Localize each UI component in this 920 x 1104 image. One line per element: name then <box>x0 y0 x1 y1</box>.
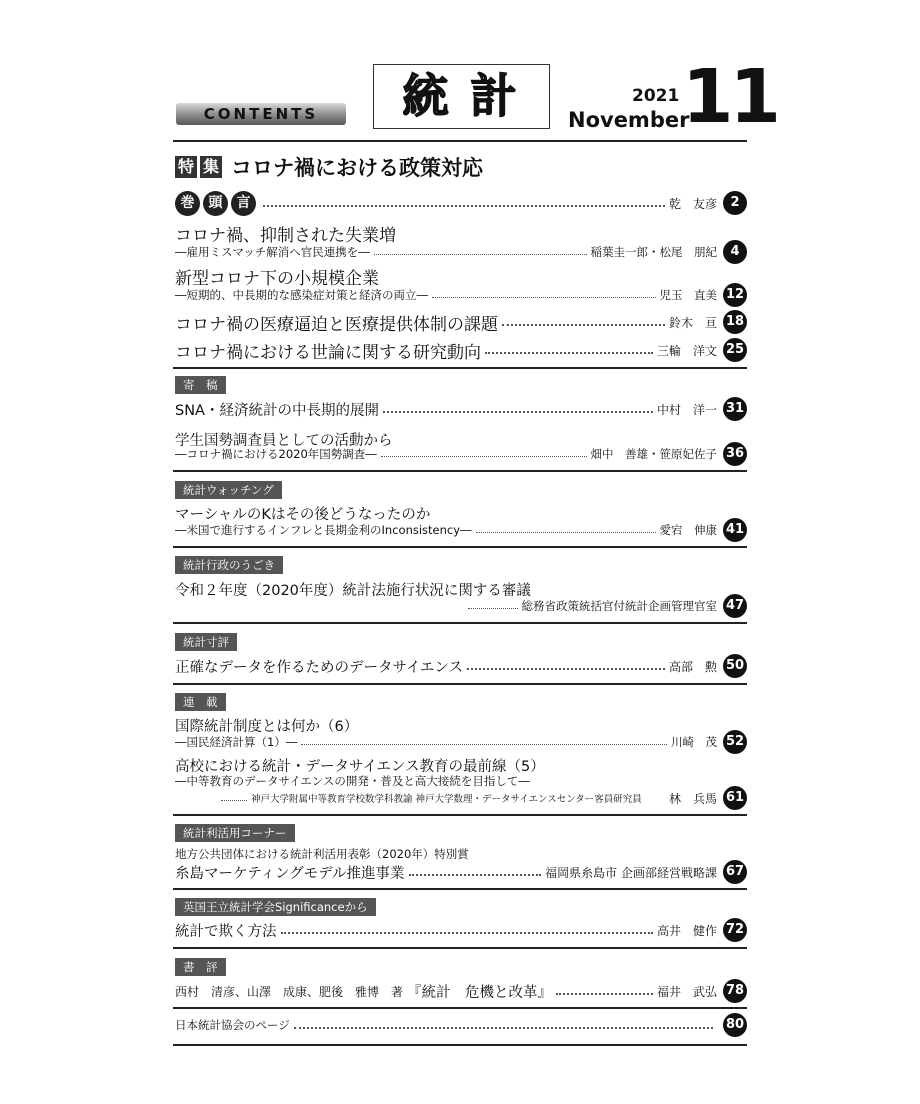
toc-title: 糸島マーケティングモデル推進事業 <box>175 865 405 882</box>
leader-dots <box>502 324 665 326</box>
toc-author: 畑中 善雄・笹原妃佐子 <box>590 447 717 461</box>
toc-affiliation: 神戸大学附属中等教育学校数学科教諭 神戸大学数理・データサイエンスセンター客員研究員 <box>251 794 642 805</box>
toc-row-title[interactable] <box>175 578 747 600</box>
section-divider <box>173 814 747 816</box>
toc-author: 乾 友彦 <box>668 196 717 211</box>
toc-row-title[interactable] <box>175 714 747 736</box>
toc-row-sub <box>175 773 747 789</box>
leader-dots <box>263 205 665 207</box>
feature-tag-1: 特 <box>175 156 197 178</box>
toc-subtitle: ―コロナ禍における2020年国勢調査― <box>175 447 377 461</box>
toc-row-sub[interactable] <box>175 287 747 303</box>
foreword-char-2: 頭 <box>203 191 228 216</box>
leader-dots <box>556 993 653 995</box>
page-number-badge: 31 <box>723 397 747 421</box>
section-label-rensai: 連 載 <box>175 693 226 711</box>
toc-author: 林 兵馬 <box>668 791 717 806</box>
toc-author: 稲葉圭一郎・松尾 朋紀 <box>590 245 717 259</box>
toc-author: 中村 洋一 <box>656 402 717 417</box>
page-number-badge: 50 <box>723 654 747 678</box>
toc-row[interactable] <box>175 655 747 677</box>
toc-subtitle: ―国民経済計算（1）― <box>175 735 298 749</box>
toc-row-foreword[interactable] <box>175 190 747 216</box>
toc-subtitle: ―中等教育のデータサイエンスの開発・普及と高大接続を目指して― <box>175 774 530 788</box>
leader-dots <box>374 254 587 255</box>
toc-title: 学生国勢調査員としての活動から <box>175 432 393 449</box>
toc-row-pre <box>175 846 747 862</box>
toc-author: 鈴木 亘 <box>668 315 717 330</box>
toc-row[interactable] <box>175 339 747 361</box>
toc-row-title[interactable] <box>175 222 747 244</box>
toc-row-sub[interactable] <box>175 734 747 750</box>
page-number-badge: 78 <box>723 979 747 1003</box>
toc-title: SNA・経済統計の中長期的展開 <box>175 402 379 419</box>
page-number-badge: 67 <box>723 860 747 884</box>
page-number-badge: 52 <box>723 730 747 754</box>
page-number-badge: 18 <box>723 310 747 334</box>
section-label-katsuyo: 統計利活用コーナー <box>175 824 295 842</box>
section-label-watching: 統計ウォッチング <box>175 481 282 499</box>
toc-subtitle: ―短期的、中長期的な感染症対策と経済の両立― <box>175 288 428 302</box>
page-number-badge: 12 <box>723 283 747 307</box>
foreword-char-3: 言 <box>231 191 256 216</box>
section-divider <box>173 683 747 685</box>
bottom-divider <box>173 1044 747 1046</box>
toc-title: 令和２年度（2020年度）統計法施行状況に関する審議 <box>175 582 531 599</box>
page-number-badge: 47 <box>723 594 747 618</box>
toc-author: 川崎 茂 <box>671 735 717 749</box>
section-divider <box>173 470 747 472</box>
header-divider <box>173 140 747 142</box>
leader-dots <box>294 1027 713 1029</box>
toc-row-sub[interactable] <box>175 522 747 538</box>
leader-dots <box>383 411 653 413</box>
section-divider <box>173 622 747 624</box>
page-number-badge: 72 <box>723 918 747 942</box>
section-label-sunpyo: 統計寸評 <box>175 633 237 651</box>
leader-dots <box>301 744 667 745</box>
toc-title: 新型コロナ下の小規模企業 <box>175 268 379 289</box>
leader-dots <box>468 608 518 609</box>
leader-dots <box>221 800 247 801</box>
section-label-gyosei: 統計行政のうごき <box>175 556 283 574</box>
toc-author: 総務省政策統括官付統計企画管理官室 <box>521 599 717 613</box>
toc-author: 児玉 直美 <box>659 288 717 302</box>
page-number-badge: 80 <box>723 1013 747 1037</box>
toc-title: 高校における統計・データサイエンス教育の最前線（5） <box>175 758 545 775</box>
leader-dots <box>485 352 653 354</box>
leader-dots <box>476 532 656 533</box>
section-divider <box>173 888 747 890</box>
toc-author: 福岡県糸島市 企画部経営戦略課 <box>545 865 717 880</box>
page-number-badge: 25 <box>723 338 747 362</box>
leader-dots <box>281 932 653 934</box>
toc-row-sub[interactable] <box>175 598 747 614</box>
feature-tag-2: 集 <box>200 156 222 178</box>
page-number-badge: 2 <box>723 191 747 215</box>
foreword-char-1: 巻 <box>175 191 200 216</box>
toc-row[interactable] <box>175 861 747 883</box>
toc-book-authors: 西村 清彦、山澤 成康、肥後 雅博 著 <box>175 984 404 999</box>
feature-title: コロナ禍における政策対応 <box>231 155 484 180</box>
toc-title: コロナ禍における世論に関する研究動向 <box>175 342 481 363</box>
section-label-significance: 英国王立統計学会Significanceから <box>175 898 376 916</box>
section-label-kiko: 寄 稿 <box>175 376 226 394</box>
section-divider <box>173 947 747 949</box>
page-number-badge: 61 <box>723 786 747 810</box>
leader-dots <box>432 297 656 298</box>
issue-number: 11 <box>682 54 777 140</box>
issue-month: November <box>568 108 690 132</box>
leader-dots <box>409 874 542 876</box>
toc-row[interactable] <box>175 980 747 1002</box>
section-divider <box>173 367 747 369</box>
toc-title: 正確なデータを作るためのデータサイエンス <box>175 659 463 676</box>
toc-title: コロナ禍、抑制された失業増 <box>175 225 396 246</box>
toc-title: 『統計 危機と改革』 <box>407 984 553 1001</box>
toc-pretitle: 地方公共団体における統計利活用表彰（2020年）特別賞 <box>175 847 469 861</box>
toc-row[interactable] <box>175 398 747 420</box>
toc-row[interactable] <box>175 919 747 941</box>
contents-label: CONTENTS <box>176 103 346 125</box>
page-number-badge: 36 <box>723 442 747 466</box>
toc-title: 日本統計協会のページ <box>175 1018 290 1032</box>
toc-subtitle: ―米国で進行するインフレと長期金利のInconsistency― <box>175 523 472 537</box>
toc-author: 高井 健作 <box>656 923 717 938</box>
page-number-badge: 4 <box>723 240 747 264</box>
toc-row-affiliation[interactable] <box>175 790 747 806</box>
section-divider <box>173 546 747 548</box>
feature-heading <box>175 152 483 182</box>
toc-title: コロナ禍の医療逼迫と医療提供体制の課題 <box>175 314 498 335</box>
toc-title: マーシャルのKはその後どうなったのか <box>175 506 431 523</box>
toc-row-title[interactable] <box>175 502 747 524</box>
leader-dots <box>381 456 587 457</box>
toc-author: 三輪 洋文 <box>656 343 717 358</box>
toc-row-sub[interactable] <box>175 446 747 462</box>
toc-row-title[interactable] <box>175 265 747 287</box>
page-number-badge: 41 <box>723 518 747 542</box>
magazine-title: 統計 <box>373 64 550 129</box>
section-divider <box>173 1007 747 1009</box>
section-label-shohyo: 書 評 <box>175 958 226 976</box>
toc-author: 福井 武弘 <box>656 984 717 999</box>
issue-year: 2021 <box>632 86 680 106</box>
toc-author: 愛宕 伸康 <box>659 523 717 537</box>
toc-row[interactable] <box>175 1014 747 1036</box>
toc-title: 国際統計制度とは何か（6） <box>175 718 359 735</box>
leader-dots <box>467 668 665 670</box>
toc-title: 統計で欺く方法 <box>175 923 277 940</box>
toc-author: 高部 勲 <box>668 659 717 674</box>
toc-row-sub[interactable] <box>175 244 747 260</box>
toc-subtitle: ―雇用ミスマッチ解消へ官民連携を― <box>175 245 370 259</box>
toc-row[interactable] <box>175 311 747 333</box>
